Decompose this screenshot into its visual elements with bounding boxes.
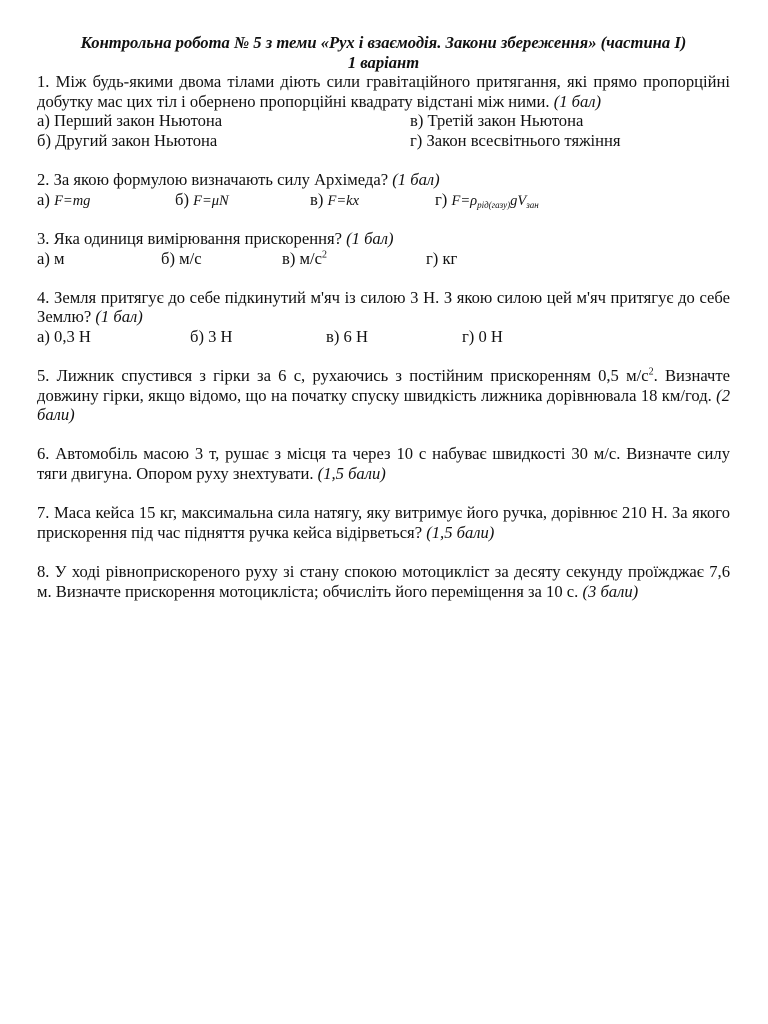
question-4-option-a: а) 0,3 Н — [37, 326, 91, 346]
question-3-option-v-sup: 2 — [322, 249, 327, 260]
question-2-formula-g-mid: gV — [510, 192, 527, 209]
question-6-points: (1,5 бали) — [317, 464, 386, 484]
question-1 — [37, 72, 730, 111]
question-2 — [37, 170, 730, 190]
variant-label: 1 варіант — [347, 52, 420, 72]
question-2-formula-g: F=ρ — [451, 192, 478, 209]
question-3-option-g: г) кг — [426, 248, 458, 268]
test-page — [37, 33, 730, 601]
question-8 — [37, 562, 730, 601]
question-2-options — [37, 190, 730, 210]
question-1-option-v: в) Третій закон Ньютона — [410, 111, 584, 131]
question-2-option-g — [435, 190, 539, 213]
question-3-points: (1 бал) — [346, 228, 394, 248]
question-5 — [37, 366, 730, 425]
question-2-formula-b: F=μN — [193, 192, 229, 209]
question-2-option-b — [175, 190, 229, 212]
question-4-option-v: в) 6 Н — [326, 326, 368, 346]
question-1-option-a: а) Перший закон Ньютона — [37, 111, 223, 131]
question-5-text-b: . Визначте довжину гірки, якщо відомо, що на початку спуску швидкість лижника дорівнювала 18 км/год. — [37, 366, 731, 405]
question-1-option-b: б) Другий закон Ньютона — [37, 130, 218, 150]
question-3 — [37, 229, 730, 249]
question-3-option-b: б) м/с — [161, 248, 202, 268]
question-2-option-a — [37, 190, 90, 212]
question-7-text: 7. Маса кейса 15 кг, максимальна сила натягу, яку витримує його ручка, дорівнює 210 Н. За якого прискорення під час підняття ручка кейса відірветься? — [37, 503, 730, 542]
question-8-text: 8. У ході рівноприскореного руху зі стану спокою мотоцикліст за десяту секунду проїжджає 7,6 м. Визначте прискорення мотоцикліста; обчисліть його переміщення за 10 с. — [37, 562, 730, 601]
question-3-options — [37, 249, 730, 269]
question-2-option-a-label: а) — [37, 189, 50, 209]
question-2-option-g-label: г) — [435, 189, 448, 209]
question-4-option-b: б) 3 Н — [190, 326, 233, 346]
question-1-option-g: г) Закон всесвітнього тяжіння — [410, 130, 621, 150]
question-2-formula-g-sub1: рід(газу) — [477, 199, 511, 210]
question-2-points: (1 бал) — [392, 170, 440, 190]
question-4 — [37, 288, 730, 327]
question-7-points: (1,5 бали) — [426, 522, 495, 542]
question-1-points: (1 бал) — [553, 91, 602, 111]
question-5-points: (2 бали) — [37, 385, 730, 425]
question-3-option-a: а) м — [37, 248, 65, 268]
page-title: Контрольна робота № 5 з теми «Рух і взаємодія. Закони збереження» (частина І) — [80, 33, 687, 52]
question-4-options — [37, 327, 730, 347]
question-8-points: (3 бали) — [582, 581, 639, 601]
question-6-text: 6. Автомобіль масою 3 т, рушає з місця та через 10 с набуває швидкості 30 м/с. Визначте силу тяги двигуна. Опором руху знехтувати. — [37, 444, 730, 484]
question-7 — [37, 503, 730, 542]
question-2-formula-a: F=mg — [54, 192, 91, 209]
question-5-sup: 2 — [648, 366, 654, 378]
question-3-option-v — [282, 249, 327, 269]
question-1-options-row-2 — [37, 131, 730, 151]
question-4-text: 4. Земля притягує до себе підкинутий м'яч із силою 3 Н. З якою силою цей м'яч притягує до себе Землю? — [37, 287, 730, 327]
question-1-text: 1. Між будь-якими двома тілами діють сили гравітаційного притягання, які прямо пропорційні добутку мас цих тіл і обернено пропорційні квадрату відстані між ними. — [37, 72, 730, 111]
question-2-formula-g-sub2: зан — [526, 199, 539, 210]
question-1-options-row-1 — [37, 111, 730, 131]
question-4-points: (1 бал) — [95, 307, 143, 327]
question-2-option-b-label: б) — [175, 189, 189, 209]
question-2-option-v — [310, 190, 359, 212]
question-4-option-g: г) 0 Н — [462, 326, 503, 346]
question-2-formula-v: F=kx — [327, 192, 360, 209]
question-2-option-v-label: в) — [310, 189, 324, 209]
question-5-text-a: 5. Лижник спустився з гірки за 6 с, рухаючись з постійним прискоренням 0,5 м/с — [37, 366, 649, 386]
question-3-text: 3. Яка одиниця вимірювання прискорення? — [37, 228, 342, 248]
question-2-text: 2. За якою формулою визначають силу Архімеда? — [37, 170, 389, 190]
question-3-option-v-text: в) м/с — [282, 248, 322, 268]
question-6 — [37, 444, 730, 483]
